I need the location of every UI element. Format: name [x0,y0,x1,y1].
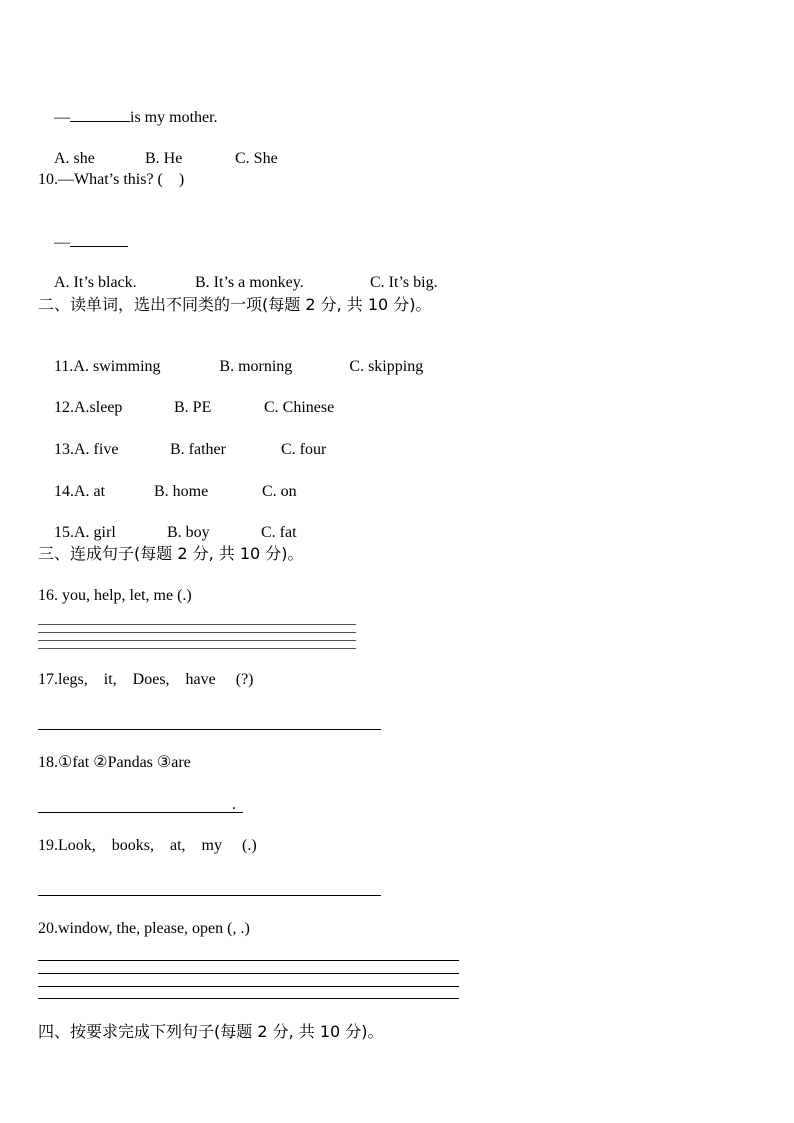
q20-writing-line-4[interactable] [38,998,459,999]
q10-option-c: C. It’s big. [370,274,438,291]
q13-number: 13. [54,441,74,458]
q10-option-b: B. It’s a monkey. [195,274,304,291]
q11-option-b: B. morning [219,358,293,375]
section3-title: 三、连成句子(每题 2 分, 共 10 分)。 [38,544,304,563]
q18-answer-line[interactable] [38,812,243,813]
q9-option-b: B. He [145,150,183,167]
q17-answer-line[interactable] [38,729,381,730]
q18-prompt: 18.①fat ②Pandas ③are [38,754,191,771]
q20-prompt: 20.window, the, please, open (, .) [38,920,250,937]
q9-tail: is my mother. [130,109,218,126]
q11-option-c: C. skipping [349,358,424,375]
q12-number: 12. [54,399,74,416]
q18-end-period: . [232,796,236,813]
q10-blank[interactable] [70,232,128,247]
q14-option-a: A. at [74,483,106,500]
q16-writing-line-4[interactable] [38,648,356,649]
q11-number: 11. [54,358,74,375]
q13-option-b: B. father [170,441,226,458]
q15-option-b: B. boy [167,524,210,541]
q20-writing-line-2[interactable] [38,973,459,974]
q12-option-c: C. Chinese [264,399,335,416]
q14-number: 14. [54,483,74,500]
q12-option-a: A.sleep [74,399,123,416]
section4-title: 四、按要求完成下列句子(每题 2 分, 共 10 分)。 [38,1022,384,1041]
q9-option-c: C. She [235,150,278,167]
q19-answer-line[interactable] [38,895,381,896]
q13-option-c: C. four [281,441,327,458]
q9-blank[interactable] [70,107,130,122]
q9-option-a: A. she [54,150,95,167]
q14-option-c: C. on [262,483,297,500]
q10-option-a: A. It’s black. [54,274,137,291]
q15-option-a: A. girl [74,524,116,541]
q15-number: 15. [54,524,74,541]
q16-writing-line-2[interactable] [38,632,356,633]
q10-dash: — [54,234,70,251]
q20-writing-line-3[interactable] [38,986,459,987]
q16-writing-line-3[interactable] [38,640,356,641]
q17-prompt: 17.legs, it, Does, have (?) [38,671,254,688]
q13-option-a: A. five [74,441,119,458]
q12-option-b: B. PE [174,399,212,416]
q14-option-b: B. home [154,483,209,500]
q10-prompt: 10.—What’s this? ( ) [38,171,185,188]
q15-option-c: C. fat [261,524,297,541]
q16-prompt: 16. you, help, let, me (.) [38,587,192,604]
section2-title: 二、读单词，选出不同类的一项(每题 2 分, 共 10 分)。 [38,295,432,314]
q16-writing-line-1[interactable] [38,624,356,625]
q9-dash: — [54,109,70,126]
q19-prompt: 19.Look, books, at, my (.) [38,837,257,854]
q11-option-a: A. swimming [73,358,161,375]
q20-writing-line-1[interactable] [38,960,459,961]
